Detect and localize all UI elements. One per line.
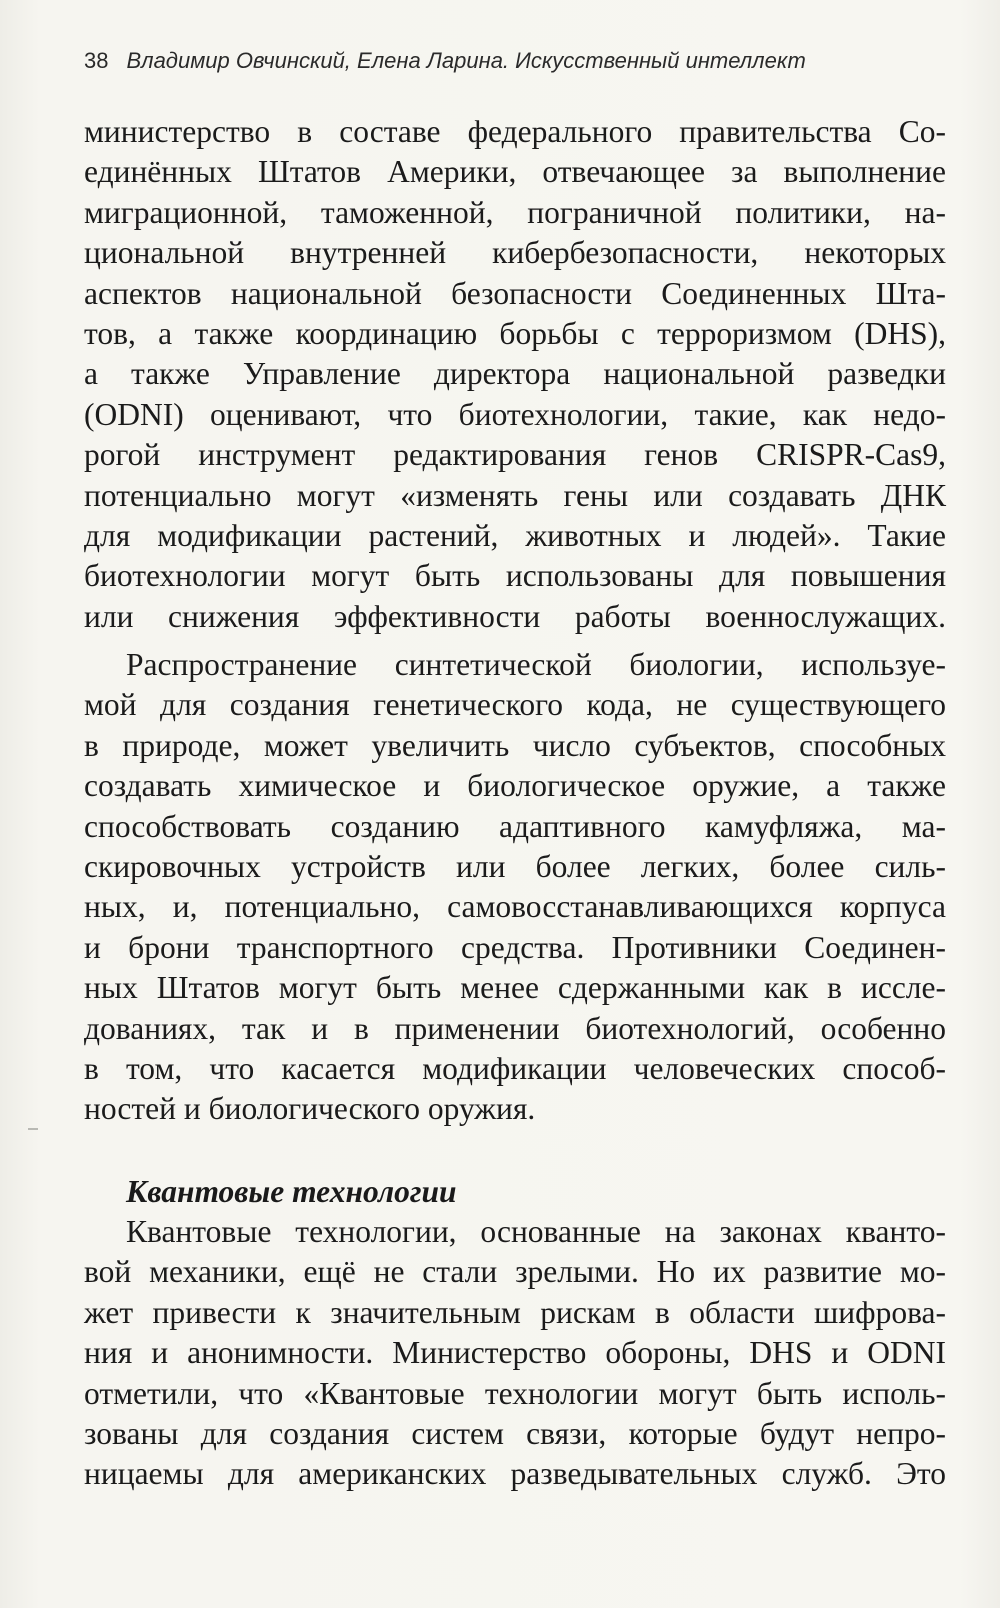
paragraph-3 [84,1212,946,1495]
text-line: ницаемы для американских разведывательных служб. Это [84,1456,946,1492]
text-line: создавать химическое и биологическое оружие, а также [84,768,946,804]
margin-mark [28,1128,38,1130]
text-line: скировочных устройств или более легких, более силь- [84,848,946,884]
text-line: способствовать созданию адаптивного камуфляжа, ма- [84,808,946,844]
text-line: тов, а также координацию борьбы с терроризмом (DHS), [84,315,946,351]
text-line: для модификации растений, животных и людей». Такие [84,517,946,553]
text-line: жет привести к значительным рискам в области шифрова- [84,1294,946,1330]
text-line: мой для создания генетического кода, не существующего [84,687,946,723]
text-line: министерство в составе федерального правительства Со- [84,114,946,149]
text-line: Квантовые технологии, основанные на законах кванто- [126,1214,946,1249]
text-line: отметили, что «Квантовые технологии могут быть исполь- [84,1375,946,1411]
text-line: зованы для создания систем связи, которые будут непро- [84,1415,946,1451]
text-line: вой механики, ещё не стали зрелыми. Но их развитие мо- [84,1254,946,1290]
text-line: и брони транспортного средства. Противники Соединен- [84,929,946,965]
text-line: рогой инструмент редактирования генов CRISPR-Cas9, [84,437,946,473]
text-line: ностей и биологического оружия. [84,1091,536,1127]
text-line: в том, что касается модификации человеческих способ- [84,1050,946,1086]
paragraph-2 [84,645,946,1130]
text-line: Распространение синтетической биологии, используе- [126,647,946,682]
text-line: миграционной, таможенной, пограничной политики, на- [84,194,946,230]
running-title: Владимир Овчинский, Елена Ларина. Искусственный интеллект [126,48,806,73]
text-line: дованиях, так и в применении биотехнологий, особенно [84,1010,946,1046]
paragraph-1 [84,112,946,637]
text-line: потенциально могут «изменять гены или создавать ДНК [84,477,946,513]
text-line: биотехнологии могут быть использованы для повышения [84,558,946,594]
text-line: а также Управление директора национальной разведки [84,356,946,392]
text-line: (ODNI) оценивают, что биотехнологии, такие, как недо- [84,396,946,432]
text-line: единённых Штатов Америки, отвечающее за выполнение [84,154,946,190]
text-line: аспектов национальной безопасности Соединенных Шта- [84,275,946,311]
text-line: циональной внутренней кибербезопасности, некоторых [84,235,946,271]
section-heading: Квантовые технологии [126,1174,457,1209]
text-line: ния и анонимности. Министерство обороны, DHS и ODNI [84,1335,946,1371]
text-line: в природе, может увеличить число субъектов, способных [84,727,946,763]
text-line: ных, и, потенциально, самовосстанавливающихся корпуса [84,889,946,925]
text-line: ных Штатов могут быть менее сдержанными как в иссле- [84,970,946,1006]
page-number: 38 [84,48,109,73]
running-header [84,44,944,78]
text-line: или снижения эффективности работы военнослужащих. [84,598,946,634]
